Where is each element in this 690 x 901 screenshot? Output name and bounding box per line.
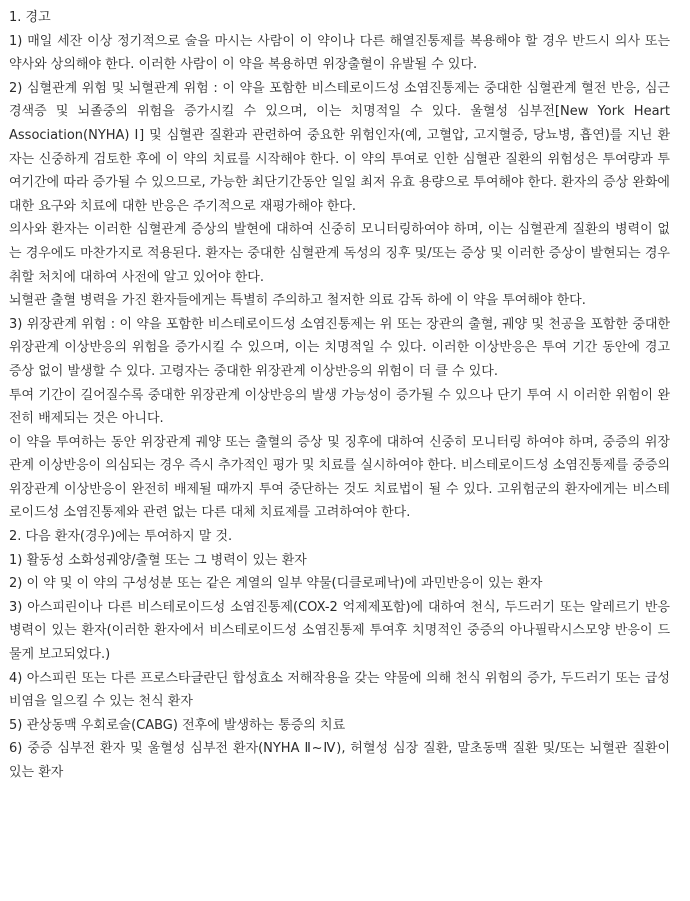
- warning-item-1-alcohol: 1) 매일 세잔 이상 정기적으로 술을 마시는 사람이 이 약이나 다른 해열진통제를 복용해야 할 경우 반드시 의사 또는 약사와 상의해야 한다. 이러한 사람이 이 약을 복용하면 위장출혈이 유발될 수 있다.: [9, 33, 670, 73]
- cerebrovascular-caution-paragraph: 뇌혈관 출혈 병력을 가진 환자들에게는 특별히 주의하고 철저한 의료 감독 하에 이 약을 투여해야 한다.: [9, 293, 586, 309]
- contraindication-item-1: 1) 활동성 소화성궤양/출혈 또는 그 병력이 있는 환자: [9, 552, 307, 568]
- heading-warning: 1. 경고: [9, 10, 51, 25]
- contraindication-item-2: 2) 이 약 및 이 약의 구성성분 또는 같은 계열의 일부 약물(디클로페낙)에 과민반응이 있는 환자: [9, 576, 543, 592]
- cardiovascular-monitoring-paragraph: 의사와 환자는 이러한 심혈관계 증상의 발현에 대하여 신중히 모니터링하여야 하며, 이는 심혈관계 질환의 병력이 없는 경우에도 마찬가지로 적용된다. 환자는 중대한 심혈관계 독성의 징후 및/또는 증상 및 이러한 증상이 발현되는 경우 취할 처치에 대하여 사전에 알고 있어야 한다.: [9, 222, 670, 285]
- contraindication-item-3: 3) 아스피린이나 다른 비스테로이드성 소염진통제(COX-2 억제제포함)에 대하여 천식, 두드러기 또는 알레르기 반응 병력이 있는 환자(이러한 환자에서 비스테로이드성 소염진통제 투여후 치명적인 중증의 아나필락시스모양 반응이 드물게 보고되었다.): [9, 599, 670, 663]
- gastrointestinal-duration-paragraph: 투여 기간이 길어질수록 중대한 위장관계 이상반응의 발생 가능성이 증가될 수 있으나 단기 투여 시 이러한 위험이 완전히 배제되는 것은 아니다.: [9, 387, 670, 427]
- contraindication-item-4: 4) 아스피린 또는 다른 프로스타글란딘 합성효소 저해작용을 갖는 약물에 의해 천식 위험의 증가, 두드러기 또는 급성비염을 일으킬 수 있는 천식 환자: [9, 670, 670, 710]
- warning-item-2-cardiovascular: 2) 심혈관계 위험 및 뇌혈관계 위험 : 이 약을 포함한 비스테로이드성 소염진통제는 중대한 심혈관계 혈전 반응, 심근경색증 및 뇌졸중의 위험을 증가시킬 수 있으며, 이는 치명적일 수 있다. 울혈성 심부전[New York Heart Association(NYHA) Ⅰ] 및 심혈관 질환과 관련하여 중요한 위험인자(예, 고혈압, 고지혈증, 당뇨병, 흡연)를 지닌 환자는 신중하게 검토한 후에 이 약의 치료를 시작해야 한다. 이 약의 투여로 인한 심혈관 질환의 위험성은 투여량과 투여기간에 따라 증가될 수 있으므로, 가능한 최단기간동안 일일 최저 유효 용량으로 투여해야 한다. 환자의 증상 완화에 대한 요구와 치료에 대한 반응은 주기적으로 재평가해야 한다.: [9, 80, 670, 214]
- gastrointestinal-monitoring-paragraph: 이 약을 투여하는 동안 위장관계 궤양 또는 출혈의 증상 및 징후에 대하여 신중히 모니터링 하여야 하며, 중증의 위장관계 이상반응이 의심되는 경우 즉시 추가적인 평가 및 치료를 실시하여야 한다. 비스테로이드성 소염진통제를 중증의 위장관계 이상반응이 완전히 배제될 때까지 투여 중단하는 것도 치료법이 될 수 있다. 고위험군의 환자에게는 비스테로이드성 소염진통제와 관련 없는 다른 대체 치료제를 고려하여야 한다.: [9, 434, 670, 521]
- heading-contraindications: 2. 다음 환자(경우)에는 투여하지 말 것.: [9, 529, 233, 545]
- contraindication-item-5: 5) 관상동맥 우회로술(CABG) 전후에 발생하는 통증의 치료: [9, 717, 346, 733]
- warning-item-3-gastrointestinal: 3) 위장관계 위험 : 이 약을 포함한 비스테로이드성 소염진통제는 위 또는 장관의 출혈, 궤양 및 천공을 포함한 중대한 위장관계 이상반응의 위험을 증가시킬 수 있으며, 이는 치명적일 수 있다. 이러한 이상반응은 투여 기간 동안에 경고 증상 없이 발생할 수 있다. 고령자는 중대한 위장관계 이상반응의 위험이 더 클 수 있다.: [9, 316, 670, 379]
- contraindication-item-6: 6) 중증 심부전 환자 및 울혈성 심부전 환자(NYHA Ⅱ~Ⅳ), 허혈성 심장 질환, 말초동맥 질환 및/또는 뇌혈관 질환이 있는 환자: [9, 741, 670, 780]
